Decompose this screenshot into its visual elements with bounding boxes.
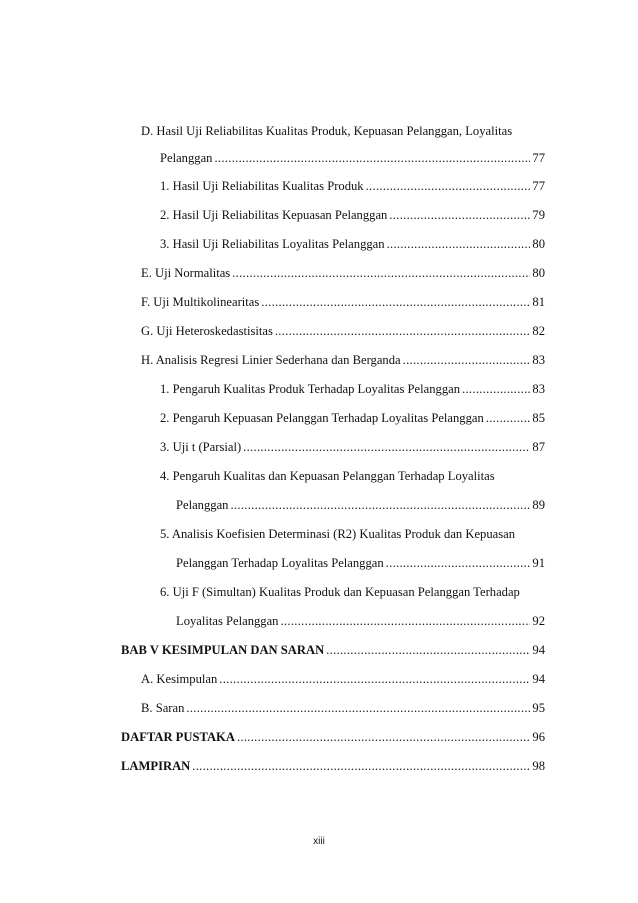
toc-entry-h xyxy=(141,350,545,370)
leader-dots xyxy=(237,727,530,747)
toc-entry-h4-page: 89 xyxy=(532,498,545,512)
toc-entry-bab5-title: BAB V KESIMPULAN DAN SARAN xyxy=(121,643,325,657)
leader-dots xyxy=(230,495,530,515)
toc-entry-h3-page: 87 xyxy=(532,440,545,454)
toc-entry-h2-page: 85 xyxy=(532,411,545,425)
toc-entry-d-cont: Pelanggan xyxy=(160,151,213,165)
toc-entry-h5-page: 91 xyxy=(532,556,545,570)
toc-entry-h-page: 83 xyxy=(532,353,545,367)
toc-entry-h4-cont: Pelanggan xyxy=(176,498,229,512)
toc-entry-h5 xyxy=(176,553,545,573)
toc-entry-h2 xyxy=(160,408,545,428)
toc-entry-h4 xyxy=(176,495,545,515)
leader-dots xyxy=(261,292,530,312)
leader-dots xyxy=(387,234,531,254)
toc-entry-pustaka-title: DAFTAR PUSTAKA xyxy=(121,730,235,744)
toc-entry-h1 xyxy=(160,379,545,399)
leader-dots xyxy=(462,379,530,399)
toc-entry-h6-title: 6. Uji F (Simultan) Kualitas Produk dan Kepuasan Pelanggan Terhadap xyxy=(160,585,520,599)
leader-dots xyxy=(275,321,531,341)
toc-entry-h1-page: 83 xyxy=(532,382,545,396)
toc-entry-lampiran xyxy=(121,756,545,776)
toc-entry-h3 xyxy=(160,437,545,457)
leader-dots xyxy=(243,437,530,457)
toc-entry-h-title: H. Analisis Regresi Linier Sederhana dan Berganda xyxy=(141,353,401,367)
toc-entry-e-title: E. Uji Normalitas xyxy=(141,266,231,280)
toc-entry-a-page: 94 xyxy=(532,672,545,686)
toc-entry-b xyxy=(141,698,545,718)
page-number: xiii xyxy=(313,836,325,847)
toc-entry-h6 xyxy=(176,611,545,631)
toc-entry-d-title: D. Hasil Uji Reliabilitas Kualitas Produk, Kepuasan Pelanggan, Loyalitas xyxy=(141,124,513,138)
leader-dots xyxy=(486,408,531,428)
toc-entry-d3-title: 3. Hasil Uji Reliabilitas Loyalitas Pelanggan xyxy=(160,237,385,251)
toc-entry-d-page: 77 xyxy=(532,151,545,165)
toc-entry-d3-page: 80 xyxy=(532,237,545,251)
toc-entry-a xyxy=(141,669,545,689)
toc-entry-lampiran-title: LAMPIRAN xyxy=(121,759,191,773)
toc-entry-h5-cont: Pelanggan Terhadap Loyalitas Pelanggan xyxy=(176,556,384,570)
leader-dots xyxy=(186,698,530,718)
leader-dots xyxy=(389,205,530,225)
leader-dots xyxy=(192,756,530,776)
leader-dots xyxy=(326,640,530,660)
leader-dots xyxy=(403,350,531,370)
toc-entry-h3-title: 3. Uji t (Parsial) xyxy=(160,440,242,454)
toc-entry-d2-title: 2. Hasil Uji Reliabilitas Kepuasan Pelanggan xyxy=(160,208,388,222)
leader-dots xyxy=(366,176,531,196)
toc-entry-b-page: 95 xyxy=(532,701,545,715)
toc-entry-pustaka-page: 96 xyxy=(532,730,545,744)
toc-entry-d2-page: 79 xyxy=(532,208,545,222)
toc-entry-a-title: A. Kesimpulan xyxy=(141,672,218,686)
toc-entry-h2-title: 2. Pengaruh Kepuasan Pelanggan Terhadap Loyalitas Pelanggan xyxy=(160,411,484,425)
toc-entry-d3 xyxy=(160,234,545,254)
toc-entry-f-title: F. Uji Multikolinearitas xyxy=(141,295,260,309)
toc-entry-bab5-page: 94 xyxy=(532,643,545,657)
toc-entry-h5-title: 5. Analisis Koefisien Determinasi (R2) Kualitas Produk dan Kepuasan xyxy=(160,527,516,541)
leader-dots xyxy=(214,148,530,168)
toc-entry-pustaka xyxy=(121,727,545,747)
leader-dots xyxy=(232,263,530,283)
leader-dots xyxy=(386,553,531,573)
toc-entry-h6-cont: Loyalitas Pelanggan xyxy=(176,614,279,628)
toc-entry-f xyxy=(141,292,545,312)
toc-entry-bab5 xyxy=(121,640,545,660)
toc-entry-d1 xyxy=(160,176,545,196)
toc-entry-d1-title: 1. Hasil Uji Reliabilitas Kualitas Produk xyxy=(160,179,364,193)
toc-entry-g xyxy=(141,321,545,341)
leader-dots xyxy=(219,669,530,689)
toc-entry-lampiran-page: 98 xyxy=(532,759,545,773)
toc-entry-g-title: G. Uji Heteroskedastisitas xyxy=(141,324,273,338)
toc-entry-e-page: 80 xyxy=(532,266,545,280)
toc-entry-g-page: 82 xyxy=(532,324,545,338)
toc-entry-d1-page: 77 xyxy=(532,179,545,193)
toc-entry-h4-title: 4. Pengaruh Kualitas dan Kepuasan Pelanggan Terhadap Loyalitas xyxy=(160,469,495,483)
toc-entry-h6-page: 92 xyxy=(532,614,545,628)
toc-entry-e xyxy=(141,263,545,283)
toc-entry-b-title: B. Saran xyxy=(141,701,185,715)
toc-entry-d2 xyxy=(160,205,545,225)
leader-dots xyxy=(280,611,530,631)
toc-entry-f-page: 81 xyxy=(532,295,545,309)
toc-entry-h1-title: 1. Pengaruh Kualitas Produk Terhadap Loyalitas Pelanggan xyxy=(160,382,461,396)
toc-entry-d xyxy=(160,148,545,168)
